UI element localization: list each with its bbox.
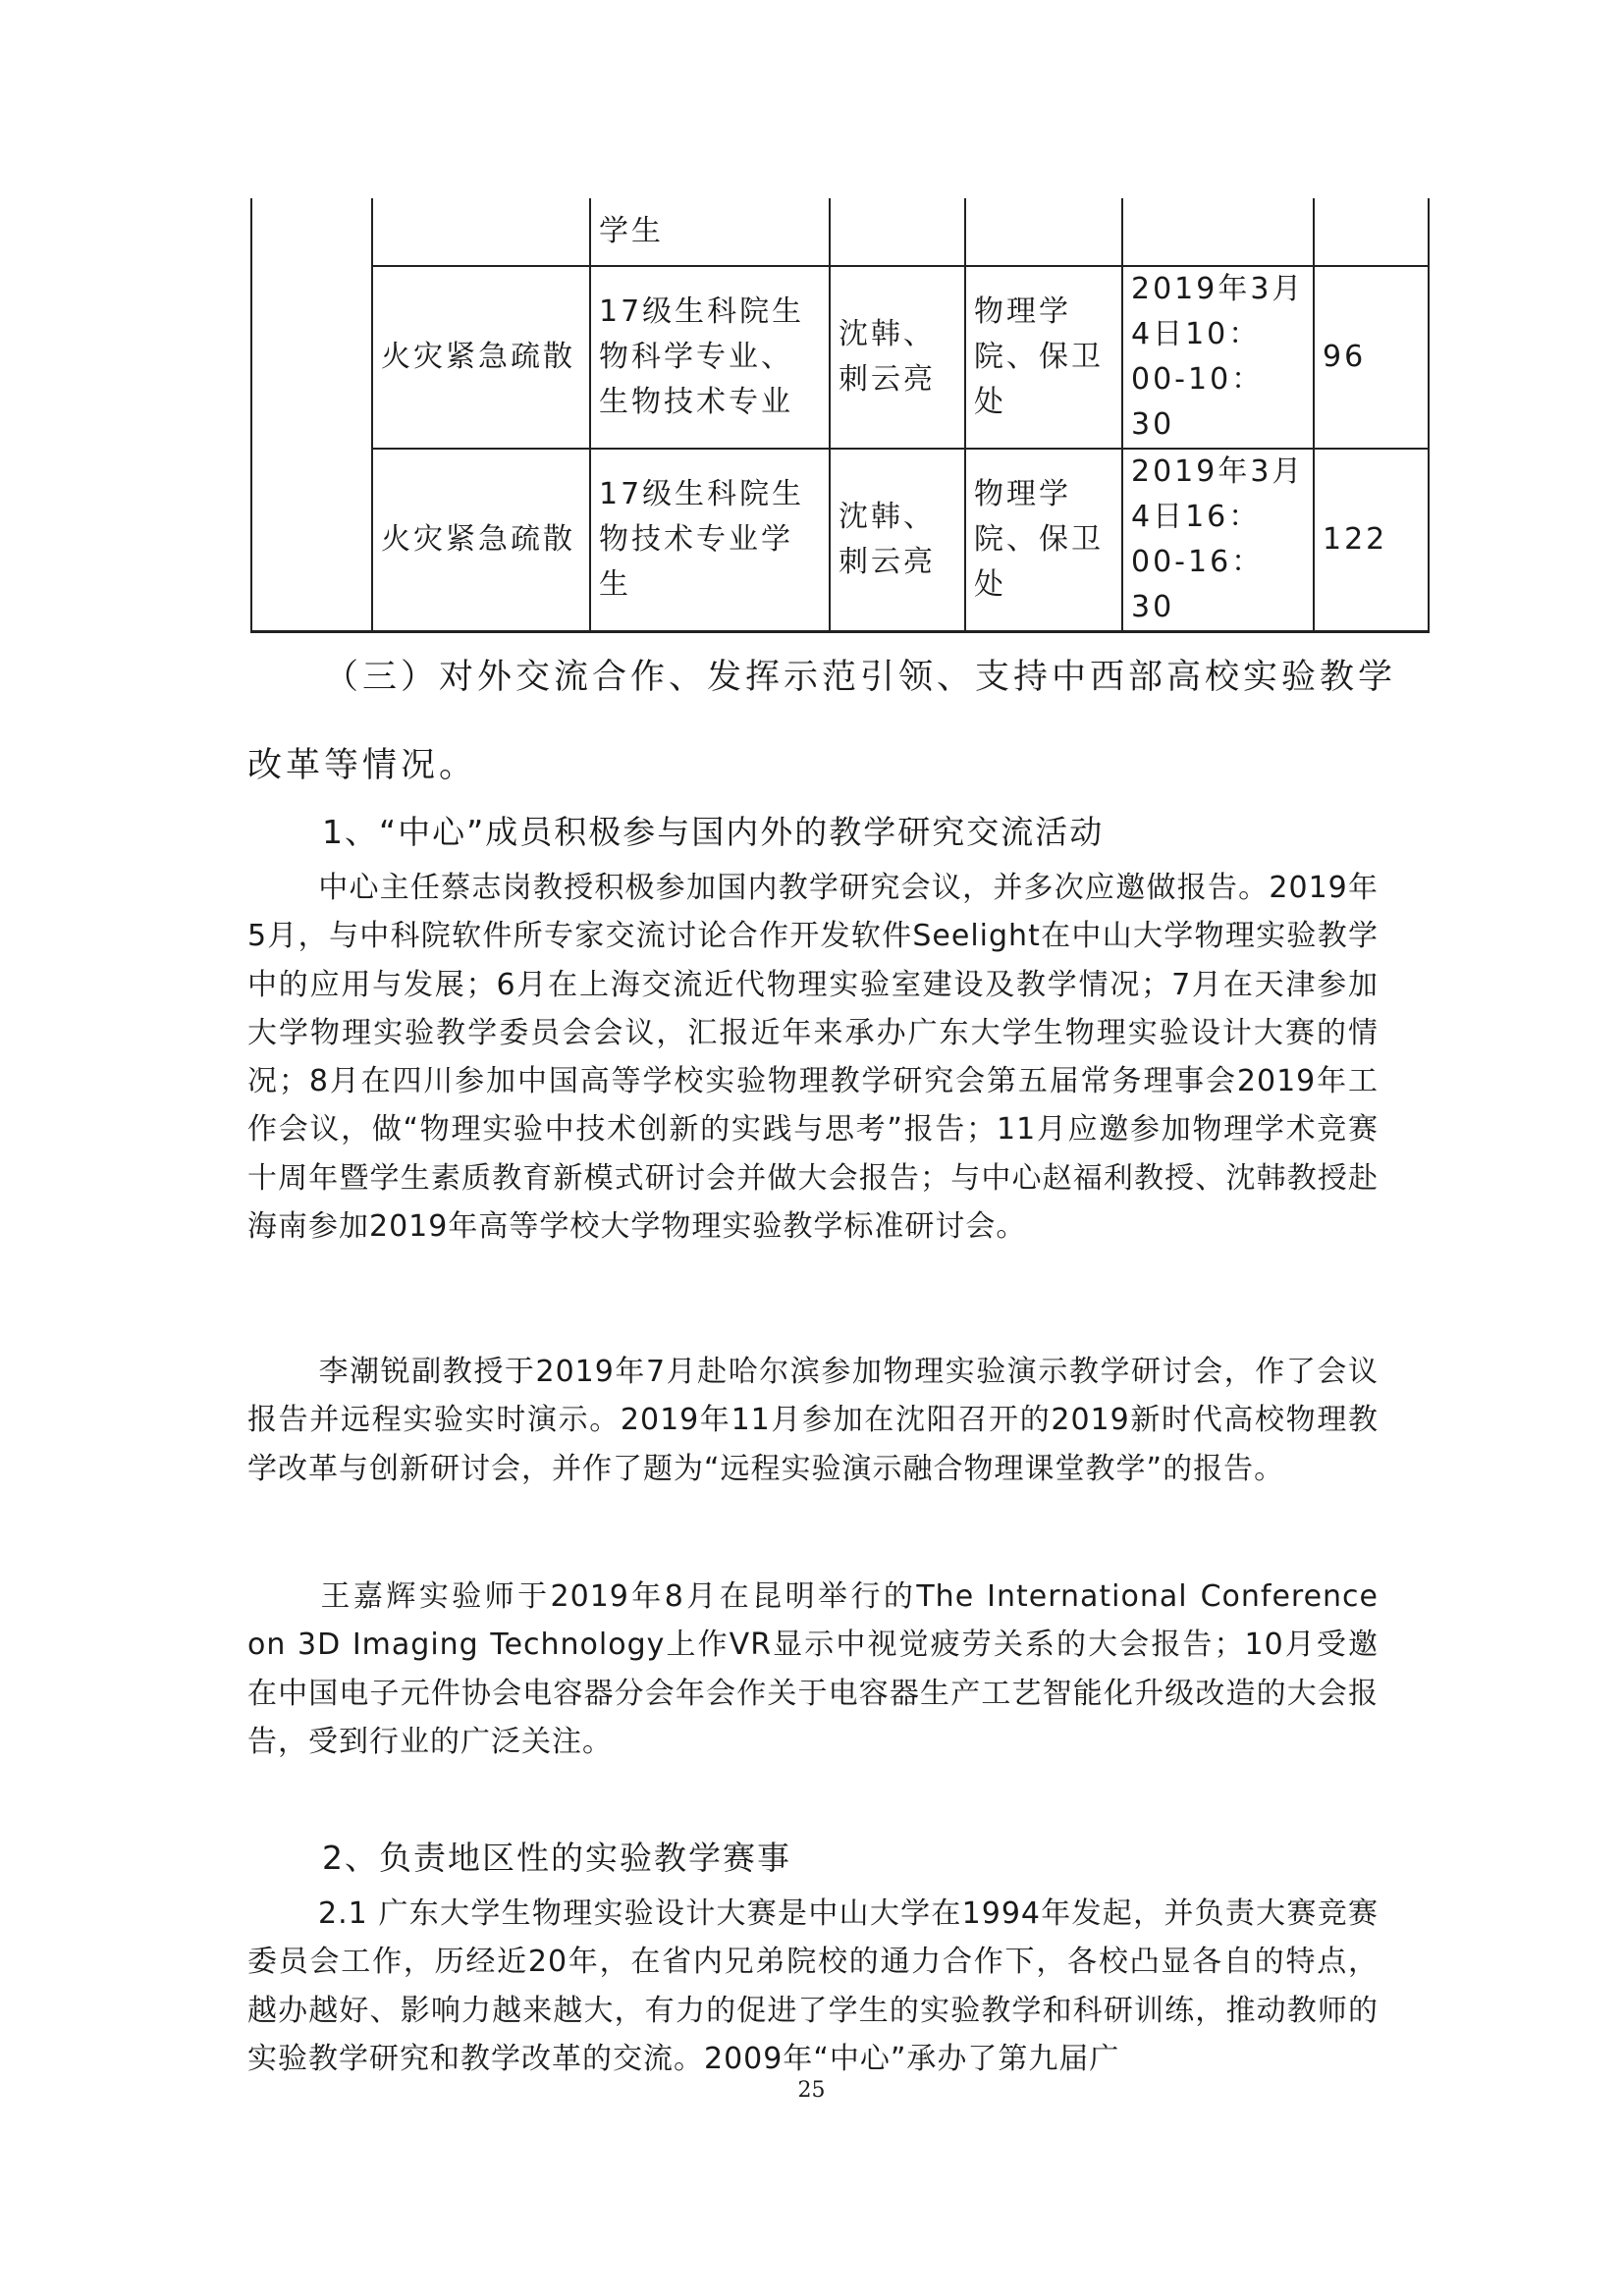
participants-cell: 17级生科院生物科学专业、生物技术专业: [590, 266, 830, 449]
time-cell: 2019年3月4日10：00-10：30: [1122, 266, 1314, 449]
table-row: [251, 449, 1429, 632]
subheading-exchange-activities: 1、“中心”成员积极参与国内外的教学研究交流活动: [322, 813, 1105, 851]
leader-cell: 沈韩、刺云亮: [830, 449, 965, 632]
merged-category-cell: [251, 198, 372, 632]
subheading-regional-competitions: 2、负责地区性的实验教学赛事: [322, 1839, 791, 1877]
organizer-cell: 物理学院、保卫处: [965, 449, 1122, 632]
paragraph-director-reports: [247, 864, 1379, 1251]
paragraph-wang-jiahui: [247, 1573, 1379, 1766]
activity-table: [250, 198, 1430, 633]
participants-cell: 17级生科院生物技术专业学生: [590, 449, 830, 632]
paragraph-li-chaorui: [247, 1348, 1379, 1493]
page-number: 25: [797, 2078, 826, 2103]
time-cell: 2019年3月4日16：00-16：30: [1122, 449, 1314, 632]
count-cell: 96: [1314, 266, 1429, 449]
table-row: [251, 266, 1429, 449]
table-row: [251, 198, 1429, 266]
table-cell: [830, 198, 965, 266]
table-cell: [372, 198, 590, 266]
section-heading-continuation: 改革等情况。: [247, 746, 478, 785]
paragraph-guangdong-contest: [247, 1890, 1379, 2083]
paragraph-text: 中心主任蔡志岗教授积极参加国内教学研究会议，并多次应邀做报告。2019年5月，与中科院软件所专家交流讨论合作开发软件Seelight在中山大学物理实验教学中的应用与发展；6月在上海交流近代物理实验室建设及教学情况；7月在天津参加大学物理实验教学委员会会议，汇报近年来承办广东大学生物理实验设计大赛的情况；8月在四川参加中国高等学校实验物理教学研究会第五届常务理事会2019年工作会议，做“物理实验中技术创新的实践与思考”报告；11月应邀参加物理学术竞赛十周年暨学生素质教育新模式研讨会并做大会报告；与中心赵福利教授、沈韩教授赴海南参加2019年高等学校大学物理实验教学标准研讨会。: [247, 871, 1379, 1245]
activity-name-cell: 火灾紧急疏散: [372, 266, 590, 449]
organizer-cell: 物理学院、保卫处: [965, 266, 1122, 449]
table-cell: 学生: [590, 198, 830, 266]
paragraph-text: 王嘉辉实验师于2019年8月在昆明举行的The International Conference on 3D Imaging Technology上作VR显示中视觉疲劳关系的大会报告；10月受邀在中国电子元件协会电容器分会年会作关于电容器生产工艺智能化升级改造的大会报告，受到行业的广泛关注。: [247, 1579, 1379, 1759]
activity-name-cell: 火灾紧急疏散: [372, 449, 590, 632]
table-cell: [1314, 198, 1429, 266]
count-cell: 122: [1314, 449, 1429, 632]
section-heading: （三）对外交流合作、发挥示范引领、支持中西部高校实验教学: [324, 658, 1397, 697]
table-cell: [1122, 198, 1314, 266]
table-cell: [965, 198, 1122, 266]
paragraph-text: 2.1 广东大学生物理实验设计大赛是中山大学在1994年发起，并负责大赛竞赛委员会工作，历经近20年，在省内兄弟院校的通力合作下，各校凸显各自的特点，越办越好、影响力越来越大，有力的促进了学生的实验教学和科研训练，推动教师的实验教学研究和教学改革的交流。2009年“中心”承办了第九届广: [247, 1896, 1379, 2076]
leader-cell: 沈韩、刺云亮: [830, 266, 965, 449]
paragraph-text: 李潮锐副教授于2019年7月赴哈尔滨参加物理实验演示教学研讨会，作了会议报告并远程实验实时演示。2019年11月参加在沈阳召开的2019新时代高校物理教学改革与创新研讨会，并作了题为“远程实验演示融合物理课堂教学”的报告。: [247, 1355, 1379, 1486]
